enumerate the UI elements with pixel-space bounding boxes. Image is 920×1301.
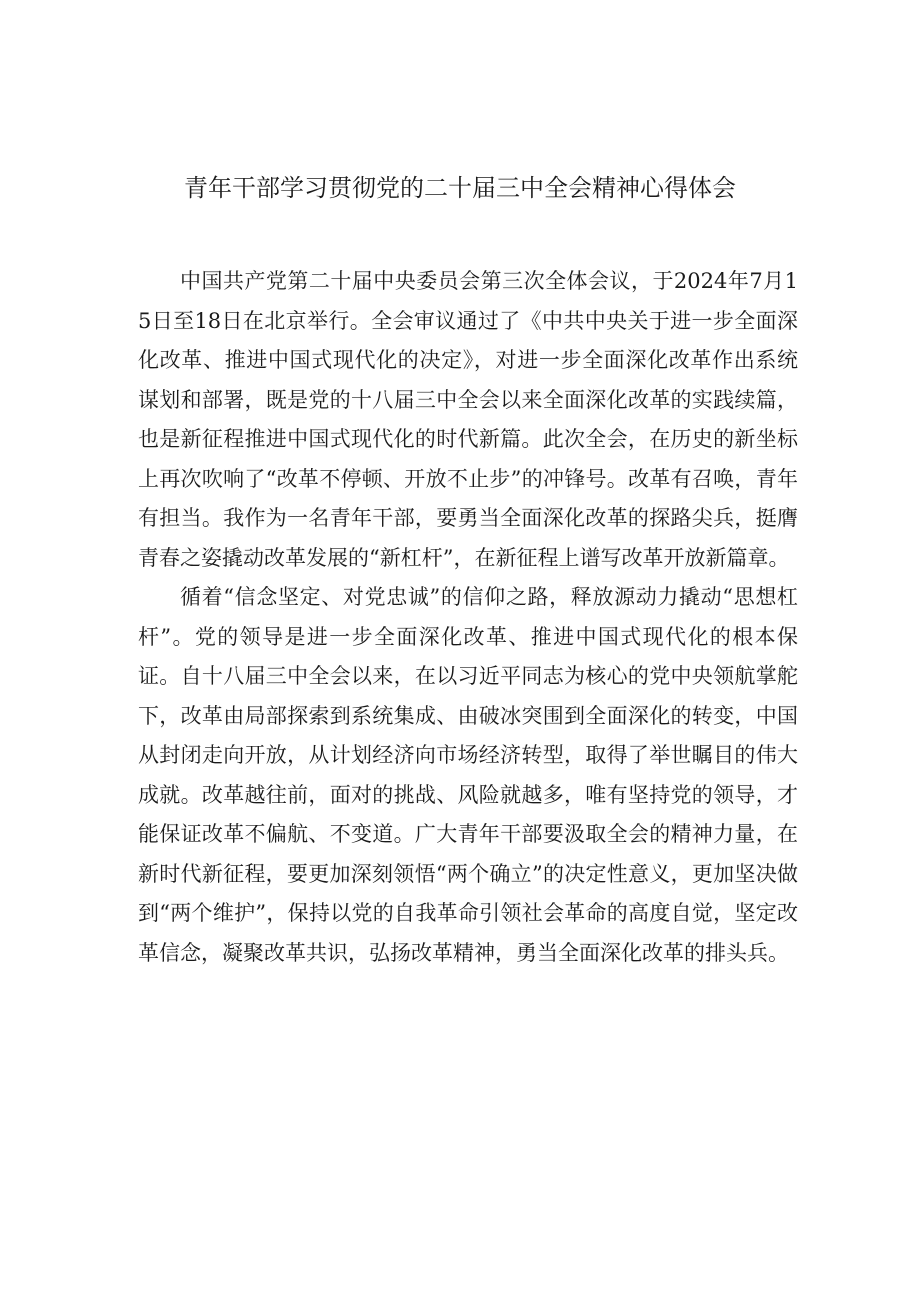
paragraph-2: 循着“信念坚定、对党忠诚”的信仰之路，释放源动力撬动“思想杠杆”。党的领导是进一步全面深化改革、推进中国式现代化的根本保证。自十八届三中全会以来，在以习近平同志为核心的党中央领航掌舵下，改革由局部探索到系统集成、由破冰突围到全面深化的转变，中国从封闭走向开放，从计划经济向市场经济转型，取得了举世瞩目的伟大成就。改革越往前，面对的挑战、风险就越多，唯有坚持党的领导，才能保证改革不偏航、不变道。广大青年干部要汲取全会的精神力量，在新时代新征程，要更加深刻领悟“两个确立”的决定性意义，更加坚决做到“两个维护”，保持以党的自我革命引领社会革命的高度自觉，坚定改革信念，凝聚改革共识，弘扬改革精神，勇当全面深化改革的排头兵。 — [138, 585, 798, 965]
document-body — [138, 262, 798, 973]
paragraph-1: 中国共产党第二十届中央委员会第三次全体会议，于2024年7月15日至18日在北京举行。全会审议通过了《中共中央关于进一步全面深化改革、推进中国式现代化的决定》，对进一步全面深化改革作出系统谋划和部署，既是党的十八届三中全会以来全面深化改革的实践续篇，也是新征程推进中国式现代化的时代新篇。此次全会，在历史的新坐标上再次吹响了“改革不停顿、开放不止步”的冲锋号。改革有召唤，青年有担当。我作为一名青年干部，要勇当全面深化改革的探路尖兵，挺膺青春之姿撬动改革发展的“新杠杆”，在新征程上谱写改革开放新篇章。 — [138, 269, 798, 570]
document-title: 青年干部学习贯彻党的二十届三中全会精神心得体会 — [184, 174, 736, 202]
